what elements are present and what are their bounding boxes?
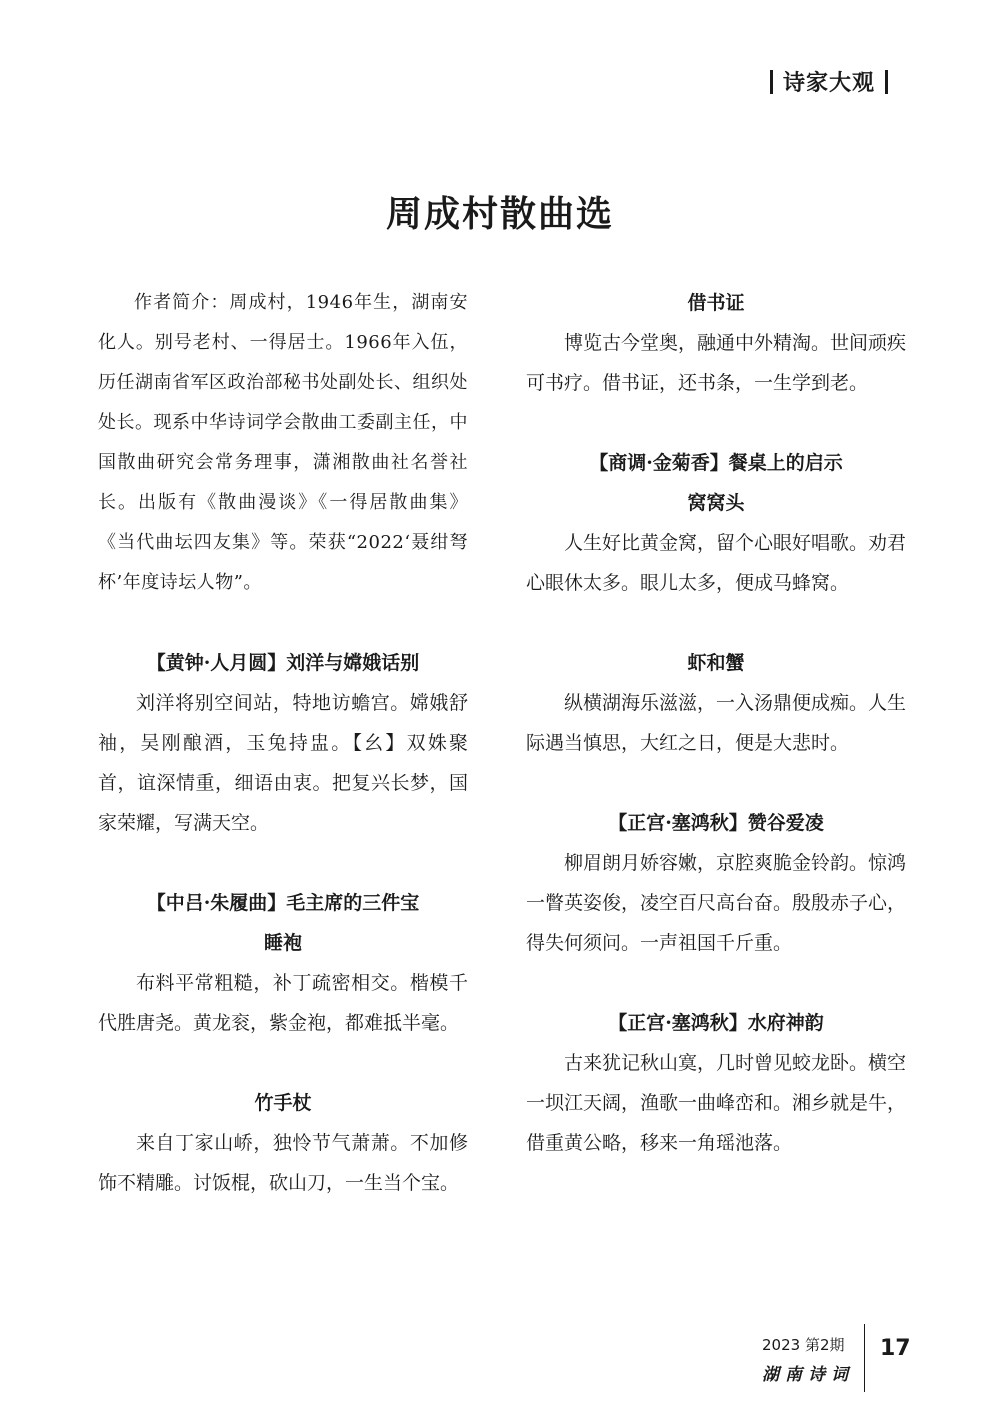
poem-title: 【中吕·朱履曲】毛主席的三件宝 xyxy=(146,892,420,914)
issue-label: 2023 第2期 xyxy=(762,1336,845,1354)
poem-title: 【黄钟·人月圆】刘洋与嫦娥话别 xyxy=(146,652,420,674)
poem-subtitle: 窝窝头 xyxy=(687,492,745,514)
section-name: 诗家大观 xyxy=(782,71,875,96)
poem-subtitle: 睡袍 xyxy=(263,932,302,954)
poem-body: 古来犹记秋山寞，几时曾见蛟龙卧。横空一坝江天阔，渔歌一曲峰峦和。湘乡就是牛，借重黄公略，移来一角瑶池落。 xyxy=(526,1052,907,1154)
left-column xyxy=(98,283,468,1203)
article-title: 周成村散曲选 xyxy=(385,194,614,235)
poem-body: 博览古今堂奥，融通中外精淘。世间顽疾可书疗。借书证，还书条，一生学到老。 xyxy=(526,332,907,394)
poem-body: 布料平常粗糙，补丁疏密相交。楷模千代胜唐尧。黄龙衮，紫金袍，都难抵半毫。 xyxy=(98,972,468,1034)
poem-body: 刘洋将别空间站，特地访蟾宫。嫦娥舒袖，吴刚酿酒，玉兔持盅。【幺】双姝聚首，谊深情重，细语由衷。把复兴长梦，国家荣耀，写满天空。 xyxy=(98,692,468,834)
poem-title: 【商调·金菊香】餐桌上的启示 xyxy=(589,452,843,474)
poem-title: 【正宫·塞鸿秋】赞谷爱凌 xyxy=(608,812,824,834)
poem-subtitle: 虾和蟹 xyxy=(687,652,745,674)
divider xyxy=(770,70,773,94)
magazine-name: 湖南诗词 xyxy=(762,1365,854,1385)
section-tag xyxy=(760,66,898,97)
poem-subtitle: 竹手杖 xyxy=(254,1092,312,1114)
poem-body: 人生好比黄金窝，留个心眼好唱歌。劝君心眼休太多。眼儿太多，便成马蜂窝。 xyxy=(526,532,907,594)
poem-subtitle: 借书证 xyxy=(687,292,745,314)
footer-divider xyxy=(864,1324,865,1392)
poem-body: 来自丁家山峤，独怜节气萧萧。不加修饰不精雕。讨饭棍，砍山刀，一生当个宝。 xyxy=(98,1132,468,1194)
right-column xyxy=(526,283,906,1163)
author-bio: 作者简介：周成村，1946年生，湖南安化人。别号老村、一得居士。1966年入伍，历任湖南省军区政治部秘书处副处长、组织处处长。现系中华诗词学会散曲工委副主任，中国散曲研究会常务理事，潇湘散曲社名誉社长。出版有《散曲漫谈》《一得居散曲集》《当代曲坛四友集》等。荣获“2022‘聂绀弩杯’年度诗坛人物”。 xyxy=(98,292,468,593)
poem-title: 【正宫·塞鸿秋】水府神韵 xyxy=(608,1012,824,1034)
poem-body: 纵横湖海乐滋滋，一入汤鼎便成痴。人生际遇当慎思，大红之日，便是大悲时。 xyxy=(526,692,907,754)
divider xyxy=(885,70,888,94)
poem-body: 柳眉朗月娇容嫩，京腔爽脆金铃韵。惊鸿一瞥英姿俊，凌空百尺高台奋。殷殷赤子心，得失何须问。一声祖国千斤重。 xyxy=(526,852,907,954)
page-number: 17 xyxy=(880,1336,911,1361)
